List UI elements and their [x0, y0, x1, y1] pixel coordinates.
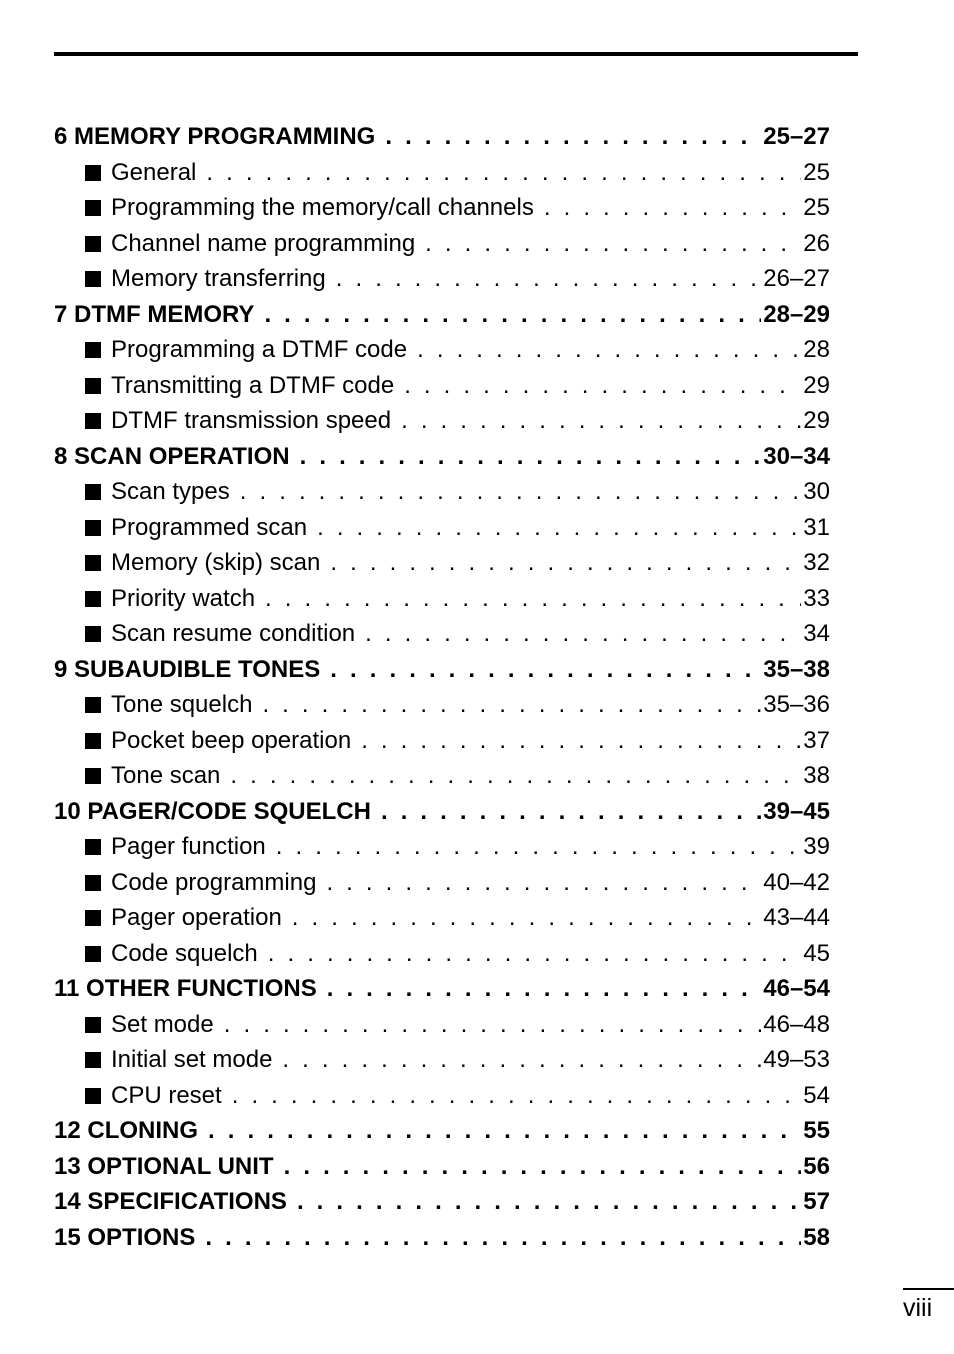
toc-label: 10 PAGER/CODE SQUELCH	[54, 797, 371, 825]
toc-page-ref: 32	[803, 549, 830, 576]
toc-item[interactable]	[54, 332, 830, 368]
toc-label: Code programming	[111, 868, 317, 896]
toc-item[interactable]	[54, 226, 830, 262]
square-bullet-icon	[85, 733, 101, 749]
dot-leader	[404, 368, 801, 404]
toc-item[interactable]	[54, 581, 830, 617]
toc-label: Memory transferring	[111, 265, 326, 292]
toc-page-ref: 30–34	[763, 442, 830, 470]
toc-page-ref: 46–54	[763, 975, 830, 1002]
toc-section[interactable]	[54, 297, 830, 333]
toc-item[interactable]	[54, 545, 830, 581]
toc-page-ref: 54	[803, 1081, 830, 1109]
toc-page-ref: 45	[803, 939, 830, 967]
square-bullet-icon	[85, 520, 101, 536]
toc-section[interactable]	[54, 439, 830, 475]
toc-item[interactable]	[54, 403, 830, 439]
toc-label: Transmitting a DTMF code	[111, 371, 395, 399]
dot-leader	[282, 1042, 761, 1078]
toc-page-ref: 58	[803, 1223, 830, 1251]
toc-label: DTMF transmission speed	[111, 407, 392, 434]
dot-leader	[264, 297, 761, 333]
toc-item[interactable]	[54, 865, 830, 901]
toc-label: Scan resume condition	[111, 620, 356, 647]
header-rule	[54, 52, 858, 56]
toc-page-ref: 28–29	[763, 300, 830, 328]
toc-section[interactable]	[54, 119, 830, 155]
dot-leader	[361, 723, 801, 759]
toc-page-ref: 29	[803, 407, 830, 434]
toc-item[interactable]	[54, 758, 830, 794]
toc-page-ref: 57	[803, 1188, 830, 1215]
toc-page-ref: 49–53	[763, 1046, 830, 1073]
toc-item[interactable]	[54, 723, 830, 759]
toc-item[interactable]	[54, 510, 830, 546]
square-bullet-icon	[85, 413, 101, 429]
toc-item[interactable]	[54, 261, 830, 297]
toc-item[interactable]	[54, 368, 830, 404]
toc-label: Initial set mode	[111, 1046, 273, 1073]
toc-section[interactable]	[54, 1220, 830, 1256]
square-bullet-icon	[85, 768, 101, 784]
toc-page-ref: 56	[803, 1152, 830, 1180]
toc-label: 12 CLONING	[54, 1117, 199, 1144]
toc-label: Scan types	[111, 478, 230, 505]
square-bullet-icon	[85, 1052, 101, 1068]
toc-label: CPU reset	[111, 1081, 222, 1109]
square-bullet-icon	[85, 200, 101, 216]
toc-page-ref: 39	[803, 833, 830, 860]
toc-label: Memory (skip) scan	[111, 549, 321, 576]
toc-label: Priority watch	[111, 584, 256, 612]
toc-page-ref: 25–27	[763, 123, 830, 150]
table-of-contents	[54, 119, 830, 1255]
dot-leader	[297, 1184, 801, 1220]
dot-leader	[232, 1078, 802, 1114]
toc-page-ref: 25	[803, 158, 830, 186]
dot-leader	[205, 1220, 801, 1256]
toc-item[interactable]	[54, 474, 830, 510]
toc-page-ref: 38	[803, 762, 830, 789]
toc-page-ref: 55	[803, 1117, 830, 1144]
dot-leader	[365, 616, 801, 652]
dot-leader	[230, 758, 801, 794]
toc-page-ref: 37	[803, 726, 830, 754]
dot-leader	[330, 545, 801, 581]
dot-leader	[381, 794, 761, 830]
toc-label: Programming a DTMF code	[111, 336, 408, 363]
square-bullet-icon	[85, 697, 101, 713]
square-bullet-icon	[85, 555, 101, 571]
toc-label: Pager function	[111, 833, 266, 860]
toc-page-ref: 40–42	[763, 868, 830, 896]
dot-leader	[300, 439, 762, 475]
toc-item[interactable]	[54, 1042, 830, 1078]
dot-leader	[262, 687, 761, 723]
toc-page-ref: 39–45	[763, 797, 830, 825]
toc-page-ref: 28	[803, 336, 830, 363]
toc-label: Pocket beep operation	[111, 726, 352, 754]
dot-leader	[276, 829, 802, 865]
square-bullet-icon	[85, 271, 101, 287]
toc-page-ref: 29	[803, 371, 830, 399]
dot-leader	[268, 936, 802, 972]
toc-page-ref: 46–48	[763, 1010, 830, 1038]
toc-item[interactable]	[54, 190, 830, 226]
dot-leader	[206, 155, 801, 191]
toc-label: 11 OTHER FUNCTIONS	[54, 975, 317, 1002]
toc-label: 6 MEMORY PROGRAMMING	[54, 123, 376, 150]
toc-section[interactable]	[54, 1113, 830, 1149]
square-bullet-icon	[85, 342, 101, 358]
dot-leader	[224, 1007, 762, 1043]
square-bullet-icon	[85, 484, 101, 500]
square-bullet-icon	[85, 378, 101, 394]
toc-label: Programmed scan	[111, 513, 308, 541]
toc-item[interactable]	[54, 155, 830, 191]
toc-item[interactable]	[54, 900, 830, 936]
dot-leader	[240, 474, 802, 510]
toc-page-ref: 35–36	[763, 691, 830, 718]
toc-label: 15 OPTIONS	[54, 1223, 196, 1251]
square-bullet-icon	[85, 946, 101, 962]
toc-label: 13 OPTIONAL UNIT	[54, 1152, 274, 1180]
toc-label: Programming the memory/call channels	[111, 194, 534, 221]
dot-leader	[417, 332, 801, 368]
dot-leader	[326, 865, 761, 901]
dot-leader	[425, 226, 801, 262]
footer-rule	[903, 1288, 954, 1290]
square-bullet-icon	[85, 910, 101, 926]
toc-label: Code squelch	[111, 939, 258, 967]
square-bullet-icon	[85, 591, 101, 607]
dot-leader	[292, 900, 761, 936]
toc-page-ref: 33	[803, 584, 830, 612]
dot-leader	[208, 1113, 801, 1149]
toc-item[interactable]	[54, 1007, 830, 1043]
toc-page-ref: 34	[803, 620, 830, 647]
dot-leader	[317, 510, 801, 546]
toc-section[interactable]	[54, 794, 830, 830]
dot-leader	[284, 1149, 802, 1185]
square-bullet-icon	[85, 626, 101, 642]
toc-page-ref: 31	[803, 513, 830, 541]
toc-label: Tone scan	[111, 762, 221, 789]
toc-item[interactable]	[54, 1078, 830, 1114]
toc-label: Tone squelch	[111, 691, 253, 718]
dot-leader	[265, 581, 801, 617]
toc-label: 9 SUBAUDIBLE TONES	[54, 655, 321, 683]
toc-label: 14 SPECIFICATIONS	[54, 1188, 287, 1215]
toc-page-ref: 43–44	[763, 904, 830, 931]
dot-leader	[330, 652, 761, 688]
square-bullet-icon	[85, 875, 101, 891]
toc-item[interactable]	[54, 829, 830, 865]
square-bullet-icon	[85, 839, 101, 855]
dot-leader	[385, 119, 761, 155]
toc-item[interactable]	[54, 936, 830, 972]
toc-page-ref: 35–38	[763, 655, 830, 683]
page-number: viii	[903, 1294, 933, 1322]
dot-leader	[336, 261, 762, 297]
toc-section[interactable]	[54, 971, 830, 1007]
dot-leader	[327, 971, 762, 1007]
toc-label: 8 SCAN OPERATION	[54, 442, 290, 470]
toc-section[interactable]	[54, 652, 830, 688]
toc-section[interactable]	[54, 1149, 830, 1185]
toc-page-ref: 26–27	[763, 265, 830, 292]
dot-leader	[401, 403, 801, 439]
square-bullet-icon	[85, 165, 101, 181]
square-bullet-icon	[85, 236, 101, 252]
toc-page-ref: 30	[803, 478, 830, 505]
square-bullet-icon	[85, 1017, 101, 1033]
toc-item[interactable]	[54, 687, 830, 723]
toc-label: Set mode	[111, 1010, 214, 1038]
square-bullet-icon	[85, 1088, 101, 1104]
toc-page-ref: 25	[803, 194, 830, 221]
toc-label: Pager operation	[111, 904, 282, 931]
toc-page-ref: 26	[803, 229, 830, 257]
toc-label: General	[111, 158, 197, 186]
toc-label: Channel name programming	[111, 229, 416, 257]
toc-item[interactable]	[54, 616, 830, 652]
toc-label: 7 DTMF MEMORY	[54, 300, 255, 328]
dot-leader	[544, 190, 801, 226]
toc-section[interactable]	[54, 1184, 830, 1220]
